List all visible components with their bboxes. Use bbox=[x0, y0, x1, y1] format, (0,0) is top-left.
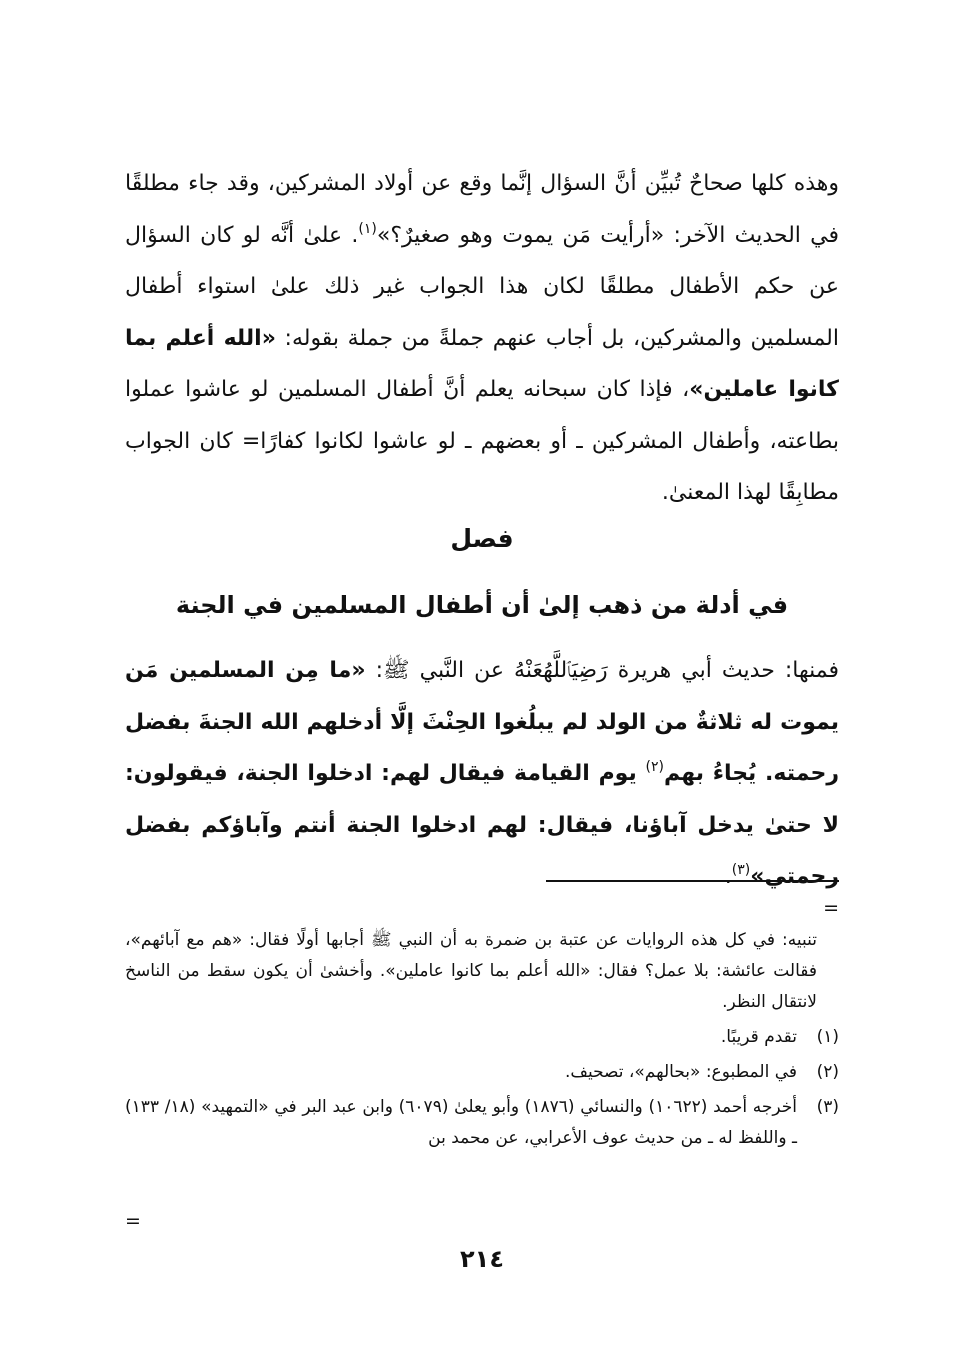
section-subheading: في أدلة من ذهب إلىٰ أن أطفال المسلمين في الجنة bbox=[175, 591, 789, 619]
paragraph-text: فمنها: حديث أبي هريرة رَضِيَٱللَّهُعَنْهُ عن النَّبي ﷺ: bbox=[365, 658, 839, 683]
footnote-number: (٣) bbox=[816, 1097, 839, 1117]
footnote-separator bbox=[546, 880, 839, 882]
footnote-text: تقدم قريبًا. bbox=[720, 1027, 797, 1047]
footnote-item bbox=[125, 1022, 839, 1053]
footnote-ref-2: (٢) bbox=[645, 759, 664, 775]
footnote-number: (٢) bbox=[816, 1062, 839, 1082]
bold-hadith-text: يوم القيامة فيقال لهم: ادخلوا الجنة، فيقولون: لا حتىٰ يدخل آباؤنا، فيقال: لهم ادخلوا الجنة أنتم وآباؤكم بفضل رحمتي» bbox=[125, 761, 839, 889]
footnotes bbox=[125, 925, 839, 1154]
paragraph-text: وهذه كلها صحاحٌ تُبيِّن أنَّ السؤال إنَّما وقع عن أولاد المشركين، وقد جاء مطلقًا في الحديث الآخر: «أرأيت مَن يموت وهو صغيرٌ؟» bbox=[125, 171, 840, 248]
footnote-continuation-mark: = bbox=[823, 897, 839, 919]
section-heading: فصل bbox=[450, 524, 514, 553]
body-paragraph-1 bbox=[125, 158, 839, 519]
paragraph-text: ، فإذا كان سبحانه يعلم أنَّ أطفال المسلمين لو عاشوا عملوا بطاعته، وأطفال المشركين ـ أو بعضهم ـ لو عاشوا لكانوا كفارًا= كان الجواب مطابِقًا لهذا المعنىٰ. bbox=[125, 377, 839, 505]
footnote-ref-3: (٣) bbox=[731, 862, 751, 878]
body-paragraph-2 bbox=[125, 645, 839, 903]
page-number: ٢١٤ bbox=[460, 1245, 504, 1273]
footnote-item bbox=[125, 1092, 839, 1154]
footnote-ref-1: (١) bbox=[358, 220, 377, 237]
paragraph-text: . bbox=[724, 864, 732, 889]
footnote-number: (١) bbox=[816, 1027, 839, 1047]
footnote-text: أخرجه أحمد (١٠٦٢٢) والنسائي (١٨٧٦) وأبو يعلىٰ (٦٠٧٩) وابن عبد البر في «التمهيد» (١٨/ ١٣٣) ـ واللفظ له ـ من حديث عوف الأعرابي، عن محمد بن bbox=[125, 1097, 798, 1148]
footnote-note: تنبيه: في كل هذه الروايات عن عتبة بن ضمرة به أن النبي ﷺ أجابها أولًا فقال: «هم مع آبائهم»، فقالت عائشة: بلا عمل؟ فقال: «الله أعلم بما كانوا عاملين». وأخشىٰ أن يكون سقط من الناسخ لانتقال النظر. bbox=[125, 930, 817, 1012]
footnote-end-mark: = bbox=[125, 1210, 141, 1232]
footnote-text: في المطبوع: «بحالهم»، تصحيف. bbox=[564, 1062, 797, 1082]
paragraph-text: . علىٰ أنَّه لو كان السؤال عن حكم الأطفال مطلقًا لكان هذا الجواب غير ذلك علىٰ استواء أطفال المسلمين والمشركين، بل أجاب عنهم جملةً من جملة بقوله: bbox=[125, 222, 839, 351]
footnote-item bbox=[125, 1057, 839, 1088]
bold-hadith-quote: «الله أعلم بما كانوا عاملين» bbox=[125, 325, 839, 402]
bold-hadith-text: «ما مِن المسلمين مَن يموت له ثلاثةٌ من الولد لم يبلُغوا الحِنْثَ إلَّا أدخلهم الله الجنةَ بفضل رحمته. يُجاءُ بهم bbox=[125, 658, 839, 786]
